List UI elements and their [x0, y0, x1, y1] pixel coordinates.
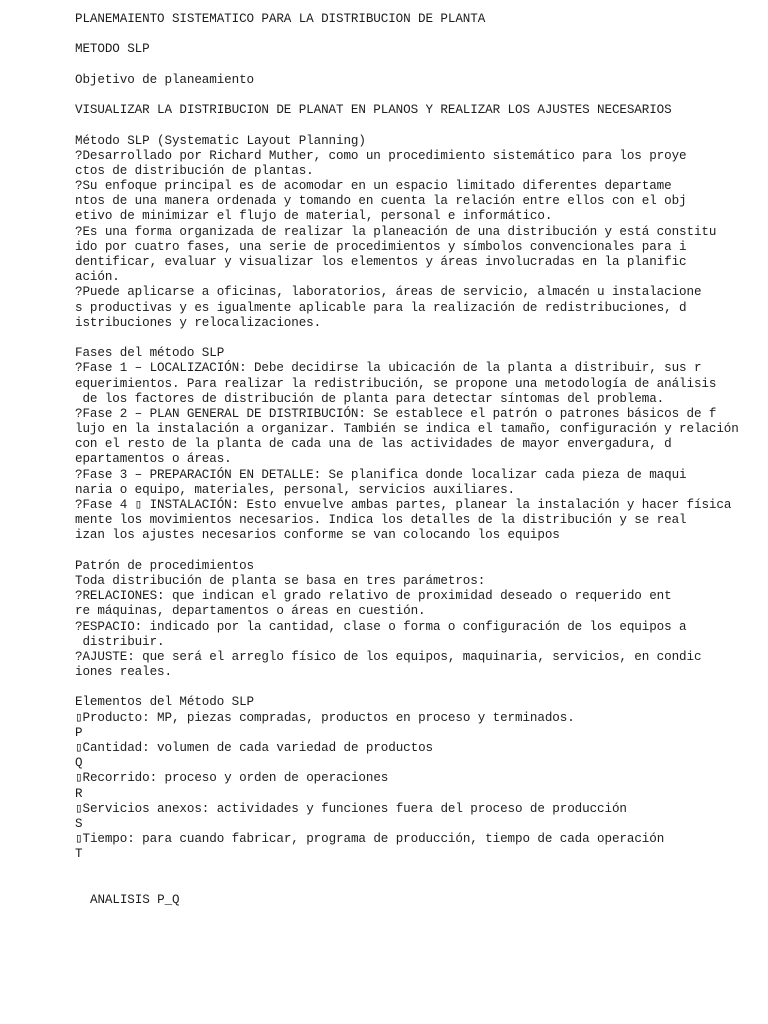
elements-line: ▯Cantidad: volumen de cada variedad de productos	[75, 741, 433, 755]
phases-line: mente los movimientos necesarios. Indica los detalles de la distribución y se real	[75, 513, 687, 528]
document-page	[75, 12, 755, 908]
slp-line: dentificar, evaluar y visualizar los elementos y áreas involucradas en la planific	[75, 255, 687, 269]
elements-line: Elementos del Método SLP	[75, 695, 254, 710]
pattern-line: ?ESPACIO: indicado por la cantidad, clase o forma o configuración de los equipos a	[75, 619, 687, 634]
slp-line: ?Es una forma organizada de realizar la planeación de una distribución y está constitu	[75, 224, 717, 239]
phases-line: ?Fase 1 – LOCALIZACIÓN: Debe decidirse la ubicación de la planta a distribuir, sus r	[75, 361, 702, 376]
pattern-line: ?AJUSTE: que será el arreglo físico de los equipos, maquinaria, servicios, en condic	[75, 649, 702, 664]
pattern-line: Patrón de procedimientos	[75, 558, 254, 573]
elements-line: Q	[75, 756, 83, 771]
slp-line: etivo de minimizar el flujo de material, personal e informático.	[75, 209, 553, 224]
elements-line: ▯Tiempo: para cuando fabricar, programa de producción, tiempo de cada operación	[75, 832, 665, 847]
phases-line: ?Fase 2 – PLAN GENERAL DE DISTRIBUCIÓN: Se establece el patrón o patrones básicos de f	[75, 406, 717, 421]
elements-line: ▯Recorrido: proceso y orden de operaciones	[75, 771, 389, 786]
pattern-line: ?RELACIONES: que indican el grado relativo de proximidad deseado o requerido ent	[75, 589, 672, 604]
objective-text: VISUALIZAR LA DISTRIBUCION DE PLANAT EN PLANOS Y REALIZAR LOS AJUSTES NECESARIOS	[75, 103, 672, 118]
pattern-section	[75, 559, 755, 681]
phases-line: de los factores de distribución de planta para detectar síntomas del problema.	[75, 391, 665, 406]
elements-line: ▯Producto: MP, piezas compradas, productos en proceso y terminados.	[75, 710, 575, 725]
pattern-line: re máquinas, departamentos o áreas en cuestión.	[75, 604, 426, 619]
elements-line: T	[75, 847, 83, 862]
pattern-line: Toda distribución de planta se basa en tres parámetros:	[75, 573, 486, 588]
slp-line: s productivas y es igualmente aplicable para la realización de redistribuciones, d	[75, 300, 687, 315]
slp-line: istribuciones y relocalizaciones.	[75, 315, 322, 330]
elements-section	[75, 695, 755, 862]
phases-section	[75, 346, 755, 543]
slp-section	[75, 134, 755, 331]
analysis-label: ANALISIS P_Q	[90, 892, 180, 907]
elements-line: ▯Servicios anexos: actividades y funciones fuera del proceso de producción	[75, 801, 627, 816]
slp-line: ?Puede aplicarse a oficinas, laboratorios, áreas de servicio, almacén u instalacione	[75, 285, 702, 300]
slp-line: ido por cuatro fases, una serie de procedimientos y símbolos convencionales para i	[75, 239, 687, 254]
slp-line: ?Desarrollado por Richard Muther, como un procedimiento sistemático para los proye	[75, 148, 687, 163]
document-title: PLANEMAIENTO SISTEMATICO PARA LA DISTRIBUCION DE PLANTA	[75, 12, 486, 26]
method-heading: METODO SLP	[75, 42, 150, 57]
elements-line: P	[75, 725, 83, 740]
phases-line: con el resto de la planta de cada una de las actividades de mayor envergadura, d	[75, 437, 672, 452]
phases-line: lujo en la instalación a organizar. También se indica el tamaño, configuración y relación	[75, 422, 739, 437]
phases-line: ?Fase 4 ▯ INSTALACIÓN: Esto envuelve ambas partes, planear la instalación y hacer física	[75, 498, 732, 512]
phases-line: izan los ajustes necesarios conforme se van colocando los equipos	[75, 528, 560, 543]
slp-line: ctos de distribución de plantas.	[75, 163, 314, 178]
phases-line: epartamentos o áreas.	[75, 452, 232, 467]
phases-line: equerimientos. Para realizar la redistribución, se propone una metodología de análisis	[75, 376, 717, 391]
slp-line: Método SLP (Systematic Layout Planning)	[75, 133, 366, 148]
pattern-line: iones reales.	[75, 665, 172, 680]
pattern-line: distribuir.	[75, 634, 165, 649]
slp-line: ntos de una manera ordenada y tomando en cuenta la relación entre ellos con el obj	[75, 194, 687, 209]
phases-line: ?Fase 3 – PREPARACIÓN EN DETALLE: Se planifica donde localizar cada pieza de maqui	[75, 467, 687, 482]
objective-label: Objetivo de planeamiento	[75, 72, 254, 87]
slp-line: ación.	[75, 270, 120, 285]
phases-line: naria o equipo, materiales, personal, servicios auxiliares.	[75, 482, 515, 497]
slp-line: ?Su enfoque principal es de acomodar en un espacio limitado diferentes departame	[75, 179, 672, 194]
phases-line: Fases del método SLP	[75, 346, 225, 361]
elements-line: R	[75, 786, 83, 801]
elements-line: S	[75, 816, 83, 831]
